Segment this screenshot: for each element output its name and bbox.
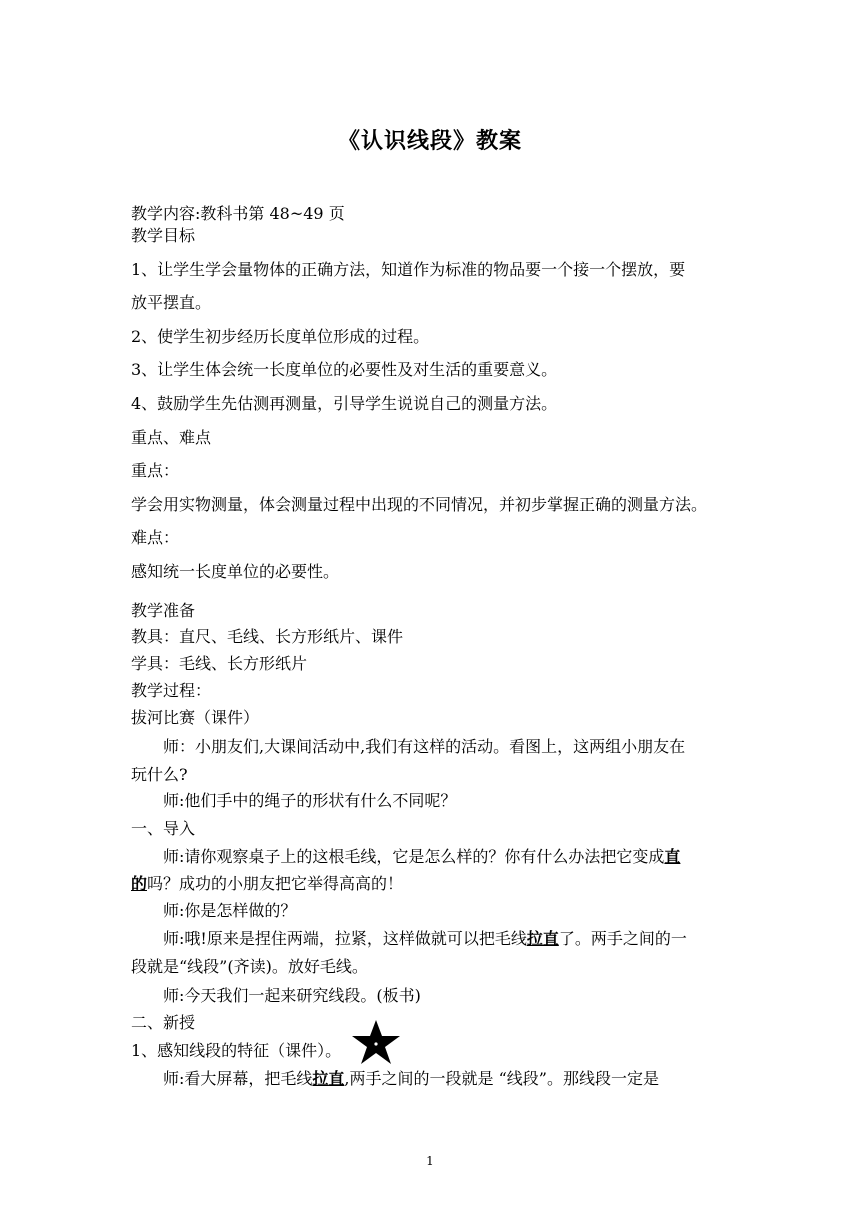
- page-number: 1: [426, 1154, 434, 1168]
- sub-section-1: 1、感知线段的特征（课件）。: [131, 1041, 342, 1060]
- teacher-line-2: 师:他们手中的绳子的形状有什么不同呢？: [163, 791, 457, 810]
- teacher-line-3a-text: 师:请你观察桌子上的这根毛线，它是怎么样的？你有什么办法把它变成: [163, 847, 665, 866]
- teacher-line-7-tail: ,两手之间的一段就是 “线段”。那线段一定是: [344, 1069, 659, 1088]
- diff-label: 难点：: [131, 528, 180, 547]
- goal-1-line-a: 1、让学生学会量物体的正确方法，知道作为标准的物品要一个接一个摆放，要: [131, 260, 686, 279]
- section-new: 二、新授: [131, 1013, 196, 1032]
- teacher-line-5a: [163, 926, 687, 949]
- underlined-word: 的: [131, 874, 148, 893]
- star-icon: [351, 1020, 401, 1064]
- teacher-line-1b: 玩什么?: [131, 765, 188, 784]
- tug-heading: 拔河比赛（课件）: [131, 708, 260, 727]
- teacher-line-3b: [131, 871, 403, 894]
- teacher-line-7-text: 师:看大屏幕，把毛线: [163, 1069, 313, 1088]
- content-line: 教学内容:教科书第 48~49 页: [131, 204, 345, 223]
- goal-2: 2、使学生初步经历长度单位形成的过程。: [131, 327, 430, 346]
- goal-4: 4、鼓励学生先估测再测量，引导学生说说自己的测量方法。: [131, 394, 558, 413]
- section-intro: 一、导入: [131, 819, 196, 838]
- goal-3: 3、让学生体会统一长度单位的必要性及对生活的重要意义。: [131, 360, 558, 379]
- teacher-line-1a: 师：小朋友们,大课间活动中,我们有这样的活动。看图上，这两组小朋友在: [163, 737, 686, 756]
- key-label: 重点：: [131, 461, 180, 480]
- student-tools: 学具：毛线、长方形纸片: [131, 654, 308, 673]
- prep-heading: 教学准备: [131, 601, 196, 620]
- teacher-line-4: 师:你是怎样做的？: [163, 901, 297, 920]
- teacher-line-3b-text: 吗？成功的小朋友把它举得高高的！: [147, 874, 404, 893]
- teacher-tools: 教具：直尺、毛线、长方形纸片、课件: [131, 627, 404, 646]
- goal-1-line-b: 放平摆直。: [131, 293, 212, 312]
- teacher-line-5a-tail: 了。两手之间的一: [558, 929, 687, 948]
- teacher-line-7: [163, 1066, 659, 1089]
- goals-heading: 教学目标: [131, 226, 196, 245]
- diff-text: 感知统一长度单位的必要性。: [131, 562, 340, 581]
- key-heading: 重点、难点: [131, 428, 212, 447]
- key-text: 学会用实物测量，体会测量过程中出现的不同情况，并初步掌握正确的测量方法。: [131, 495, 708, 514]
- teacher-line-5b: 段就是“线段”(齐读)。放好毛线。: [131, 957, 368, 976]
- teacher-line-6: 师:今天我们一起来研究线段。(板书): [163, 986, 421, 1005]
- teacher-line-3a: [163, 844, 680, 867]
- underlined-word: 直: [664, 847, 681, 866]
- process-heading: 教学过程：: [131, 681, 212, 700]
- teacher-line-5a-text: 师:哦!原来是捏住两端，拉紧，这样做就可以把毛线: [163, 929, 527, 948]
- underlined-word: 拉直: [526, 929, 559, 948]
- underlined-word: 拉直: [312, 1069, 345, 1088]
- document-title: 《认识线段》教案: [337, 128, 522, 154]
